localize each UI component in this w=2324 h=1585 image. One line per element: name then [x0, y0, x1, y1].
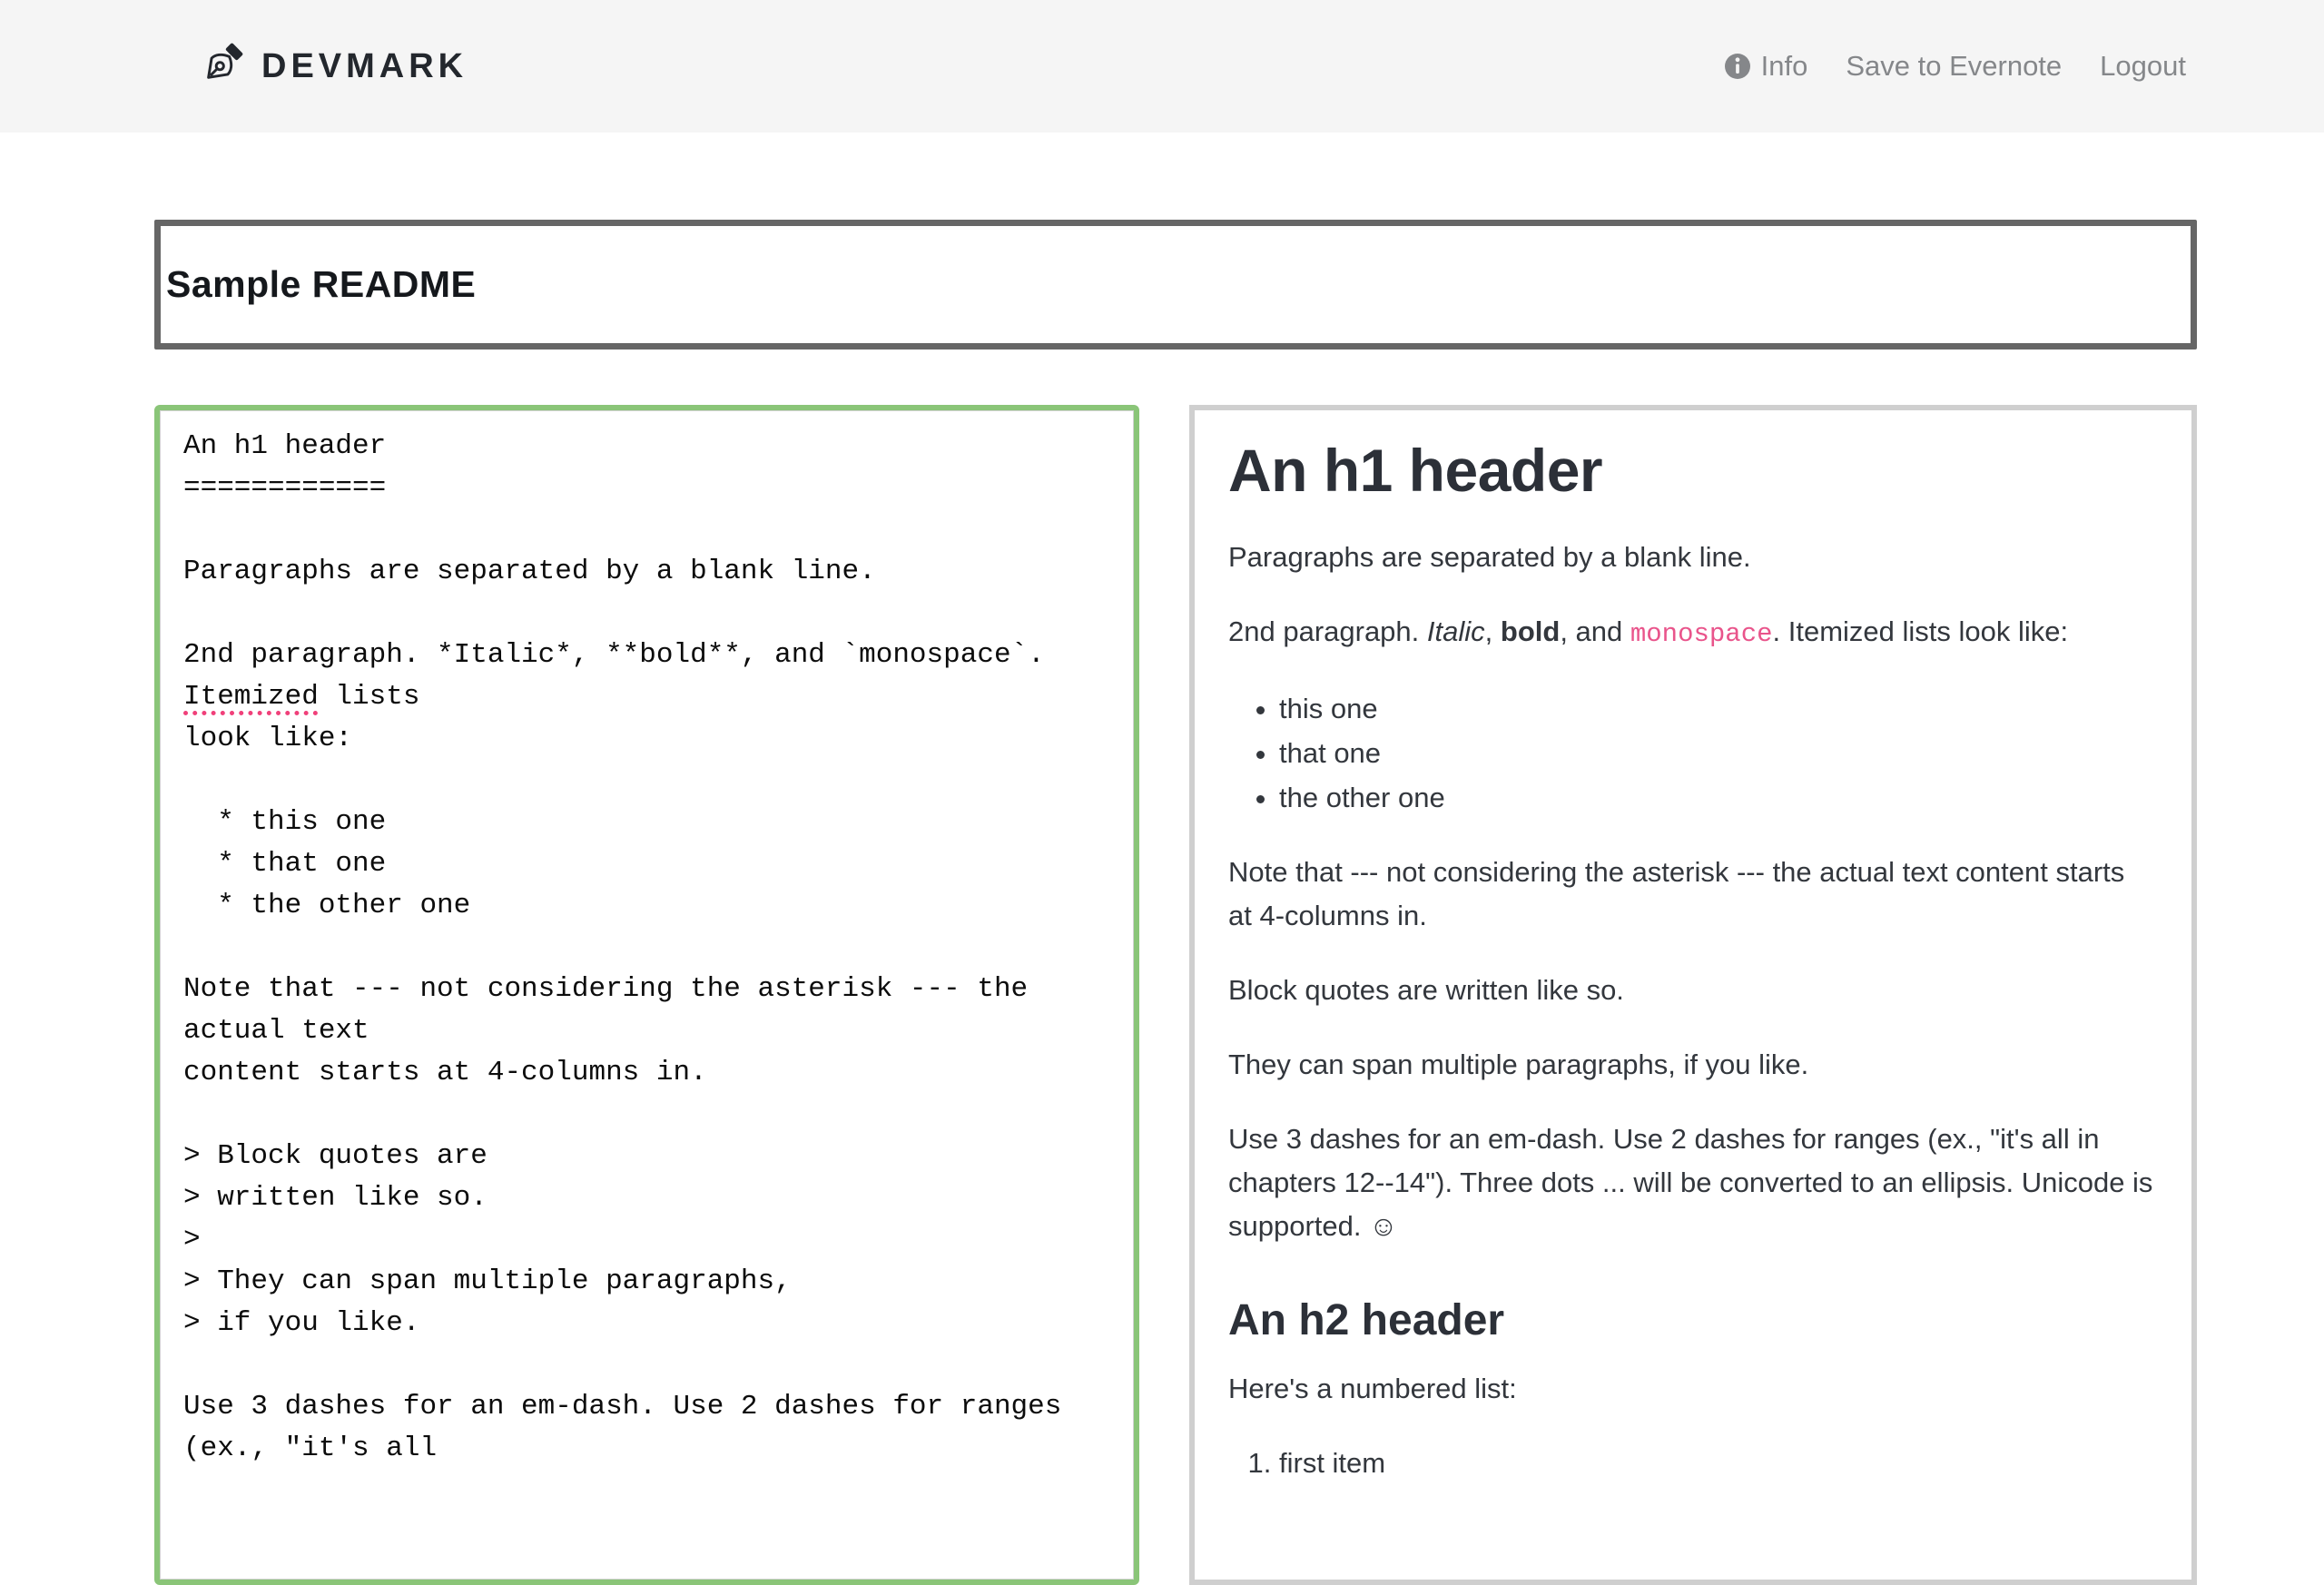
- markdown-editor-pane: [154, 405, 1139, 1585]
- bullet-item: • that one: [1279, 732, 2155, 775]
- source-line: An h1 header: [183, 430, 387, 462]
- source-line: 2nd paragraph. *Italic*, **bold**, and `monospace`.: [183, 639, 1045, 671]
- preview-inline-code: monospace: [1630, 618, 1773, 649]
- document-title-text: Sample README: [166, 263, 477, 305]
- source-line: [183, 927, 1107, 969]
- preview-italic-text: Italic: [1426, 615, 1485, 647]
- preview-paragraph-blockquote-2: They can span multiple paragraphs, if you like.: [1228, 1048, 1809, 1080]
- source-line: [183, 509, 1107, 551]
- markdown-preview-pane: [1189, 405, 2197, 1585]
- preview-bullet-list: [1228, 687, 2155, 820]
- source-line: >: [183, 1224, 201, 1255]
- preview-p2-text: . Itemized lists look like:: [1772, 615, 2069, 647]
- source-line: > Block quotes are: [183, 1140, 487, 1172]
- pen-nib-icon: [198, 41, 245, 93]
- nav-item-info-label: Info: [1760, 50, 1808, 82]
- source-line: * the other one: [183, 890, 471, 921]
- source-line: ============: [183, 472, 387, 504]
- source-line: > if you like.: [183, 1307, 420, 1339]
- brand-logo[interactable]: [198, 41, 468, 93]
- preview-numbered-list: [1228, 1442, 2155, 1485]
- source-line: actual text: [183, 1015, 369, 1047]
- preview-paragraph-note: Note that --- not considering the asterisk --- the actual text content starts at 4-columns in.: [1228, 855, 2125, 931]
- preview-p2-text: 2nd paragraph.: [1228, 615, 1427, 647]
- document-title-input[interactable]: [154, 220, 2197, 349]
- header-nav: [1723, 50, 2186, 83]
- markdown-source-editor[interactable]: [160, 410, 1134, 1580]
- nav-item-logout[interactable]: [2100, 50, 2186, 83]
- source-line: content starts at 4-columns in.: [183, 1057, 707, 1088]
- nav-item-save-to-evernote[interactable]: [1846, 50, 2062, 83]
- nav-item-save-label: Save to Evernote: [1846, 50, 2063, 82]
- preview-paragraph-blank-line: Paragraphs are separated by a blank line.: [1228, 540, 1751, 573]
- source-line: [183, 593, 1107, 635]
- source-line: > They can span multiple paragraphs,: [183, 1265, 792, 1297]
- source-line: Note that --- not considering the asterisk --- the: [183, 973, 1029, 1005]
- preview-paragraph-dashes: Use 3 dashes for an em-dash. Use 2 dashes for ranges (ex., "it's all in chapters 12--14"). Three dots ... will be converted to an ellipsis. Unicode is supported. ☺: [1228, 1122, 2153, 1242]
- source-line: look like:: [183, 723, 353, 754]
- source-line: > written like so.: [183, 1182, 487, 1214]
- misspelled-word: Itemized: [183, 681, 319, 713]
- preview-bold-text: bold: [1500, 615, 1561, 647]
- preview-p2-text: ,: [1484, 615, 1501, 647]
- source-line: Itemized lists: [183, 681, 420, 713]
- bullet-item: • the other one: [1279, 776, 2155, 820]
- preview-p2-text: , and: [1560, 615, 1630, 647]
- nav-item-info[interactable]: [1723, 50, 1808, 83]
- nav-item-logout-label: Logout: [2100, 50, 2186, 82]
- preview-paragraph-numbered-intro: Here's a numbered list:: [1228, 1373, 1517, 1405]
- source-line: (ex., "it's all: [183, 1432, 438, 1464]
- bullet-item: • this one: [1279, 687, 2155, 731]
- info-circle-icon: [1723, 52, 1752, 81]
- app-header: [0, 0, 2324, 133]
- preview-paragraph-blockquote-1: Block quotes are written like so.: [1228, 973, 1624, 1006]
- preview-h2: An h2 header: [1228, 1295, 1505, 1344]
- preview-h1: An h1 header: [1228, 437, 1603, 504]
- main-content: [154, 220, 2197, 1585]
- source-line: [183, 760, 1107, 802]
- brand-name: DEVMARK: [261, 46, 468, 85]
- source-line: [183, 1344, 1107, 1386]
- source-line: * this one: [183, 806, 387, 838]
- editor-preview-columns: [154, 405, 2197, 1585]
- source-line: * that one: [183, 848, 387, 880]
- preview-paragraph-2nd: [1228, 610, 2155, 656]
- numbered-item: 1. first item: [1279, 1442, 2155, 1485]
- source-line: [183, 1094, 1107, 1136]
- source-line: Paragraphs are separated by a blank line.: [183, 556, 876, 587]
- source-line: Use 3 dashes for an em-dash. Use 2 dashes for ranges: [183, 1391, 1062, 1423]
